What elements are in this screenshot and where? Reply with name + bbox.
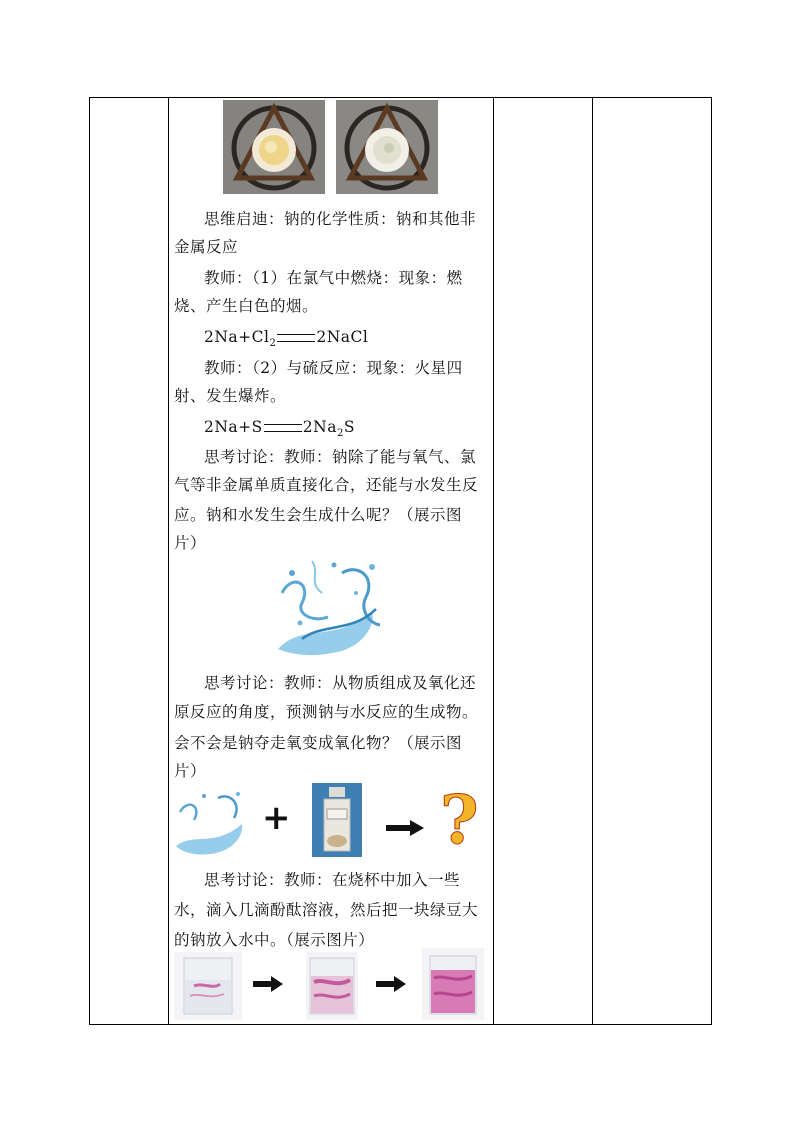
water-splash-image <box>272 553 386 659</box>
beaker-photo-1 <box>174 952 242 1020</box>
table-border-top <box>89 97 712 98</box>
table-border-bottom <box>89 1024 712 1025</box>
eq2-tail: S <box>343 418 355 436</box>
beaker-photo-2 <box>306 952 358 1020</box>
question-mark: ? <box>440 781 480 859</box>
water-splash-small <box>174 788 246 856</box>
burning-photo-2 <box>336 100 438 194</box>
beaker-photo-3 <box>422 948 484 1020</box>
para-water-line2: 气等非金属单质直接化合，还能与水发生反 <box>174 476 479 494</box>
table-col-line-3 <box>493 97 494 1025</box>
para-chlorine-line1: 教师：（1）在氯气中燃烧：现象：燃 <box>204 269 463 287</box>
eq2-subscript: 2 <box>336 428 344 440</box>
table-col-line-5 <box>711 97 712 1025</box>
para-water-line4: 片） <box>174 534 207 552</box>
para-water-line1: 思考讨论：教师：钠除了能与氧气、氯 <box>204 448 477 466</box>
plus-sign: + <box>262 798 291 838</box>
equation-sodium-chlorine <box>204 323 368 358</box>
eq2-left: 2Na+S <box>204 418 263 436</box>
arrow-right-1 <box>386 818 424 842</box>
eq1-equals <box>277 334 315 342</box>
para-chlorine-line2: 烧、产生白色的烟。 <box>174 297 319 315</box>
para-experiment-line2: 水，滴入几滴酚酞溶液，然后把一块绿豆大 <box>174 901 479 919</box>
para-predict-line1: 思考讨论：教师：从物质组成及氧化还 <box>204 674 477 692</box>
burning-photo-1 <box>223 100 325 194</box>
eq1-subscript: 2 <box>269 338 277 350</box>
eq1-right: 2NaCl <box>316 328 369 346</box>
para-sulfur-line2: 射、发生爆炸。 <box>174 387 287 405</box>
sodium-bottle-image <box>312 783 362 857</box>
para-predict-line4: 片） <box>174 762 207 780</box>
para-experiment-line1: 思考讨论：教师：在烧杯中加入一些 <box>204 871 461 889</box>
para-experiment-line3: 的钠放入水中。（展示图片） <box>174 931 375 949</box>
eq2-right: 2Na <box>302 418 337 436</box>
eq1-left: 2Na+Cl <box>204 328 270 346</box>
arrow-right-2 <box>253 975 283 997</box>
table-col-line-2 <box>168 97 169 1025</box>
para-thinking-line2: 金属反应 <box>174 238 239 256</box>
table-col-line-1 <box>89 97 90 1025</box>
para-water-line3: 应。钠和水发生会生成什么呢？（展示图 <box>174 506 463 524</box>
para-predict-line3: 会不会是钠夺走氧变成氧化物？（展示图 <box>174 734 463 752</box>
para-predict-line2: 原反应的角度，预测钠与水反应的生成物。 <box>174 703 479 721</box>
table-col-line-4 <box>592 97 593 1025</box>
para-sulfur-line1: 教师：（2）与硫反应：现象：火星四 <box>204 359 463 377</box>
arrow-right-3 <box>376 975 406 997</box>
eq2-equals <box>264 424 302 432</box>
para-thinking-line1: 思维启迪：钠的化学性质：钠和其他非 <box>204 210 477 228</box>
